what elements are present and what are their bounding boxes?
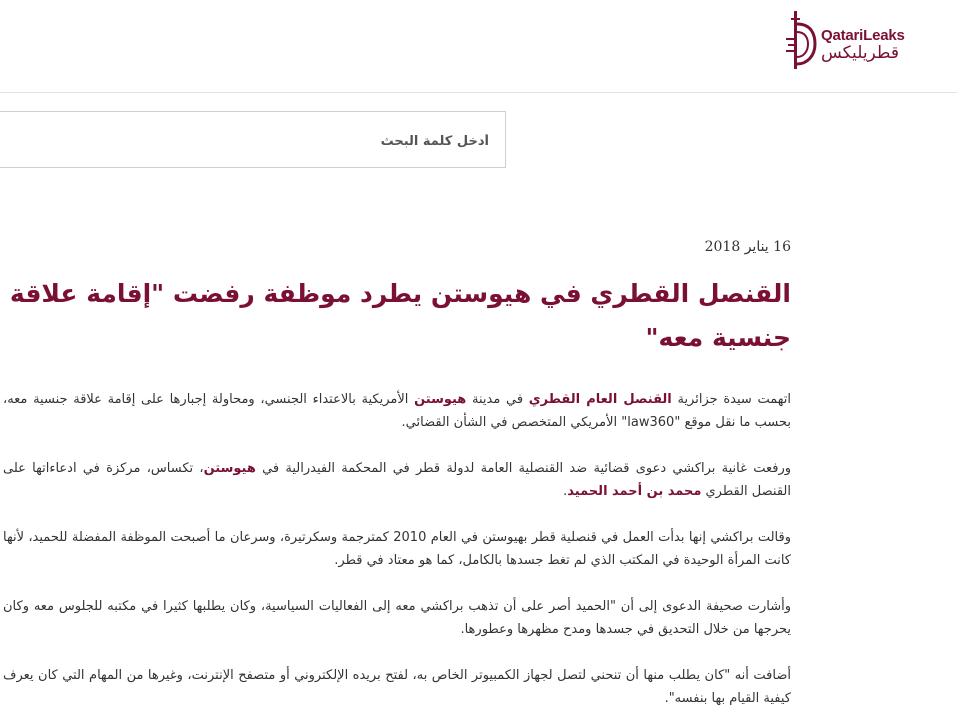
search-input[interactable] <box>17 128 491 154</box>
article <box>3 236 791 715</box>
article-paragraph: وقالت براكشي إنها بدأت العمل في قنصلية قطر بهيوستن في العام 2010 كمترجمة وسكرتيرة، وسرعان ما أصبحت الموظفة المفضلة للحميد، لأنها كانت المرأة الوحيدة في المكتب الذي لم تغط جسدها بالكامل، كما هو معتاد في قطر. <box>3 530 791 568</box>
houston-link[interactable]: هيوستن <box>203 461 256 476</box>
consul-link[interactable]: القنصل العام القطري <box>528 392 672 407</box>
site-logo[interactable] <box>779 10 939 72</box>
header-divider <box>0 92 957 93</box>
article-paragraph <box>3 457 791 503</box>
article-body <box>3 388 791 710</box>
paragraph-text: في مدينة <box>466 392 529 407</box>
paragraph-text: ورفعت غانية براكشي دعوى قضائية ضد القنصلية العامة لدولة قطر في المحكمة الفيدرالية في <box>255 461 792 476</box>
article-date: 16 يناير 2018 <box>704 239 791 255</box>
qatarileaks-logo-icon <box>779 10 819 72</box>
paragraph-text: الأمريكية بالاعتداء الجنسي، ومحاولة إجبارها على إقامة علاقة جنسية معه، بحسب ما نقل موقع "law360" الأمريكي المتخصص في الشأن القضائي. <box>3 392 791 430</box>
paragraph-text: ، تكساس، مركزة في ادعاءاتها على القنصل القطري <box>3 461 791 499</box>
article-paragraph <box>3 388 791 434</box>
article-title: القنصل القطري في هيوستن يطرد موظفة رفضت "إقامة علاقة جنسية معه" <box>9 279 791 352</box>
logo-text-en: QatariLeaks <box>821 27 905 44</box>
paragraph-text: اتهمت سيدة جزائرية <box>671 392 791 407</box>
consul-name-link[interactable]: محمد بن أحمد الحميد <box>567 484 702 499</box>
houston-link[interactable]: هيوستن <box>414 392 467 407</box>
paragraph-text: . <box>563 484 568 499</box>
logo-text-ar: قطريليكس <box>821 43 900 63</box>
article-paragraph: أضافت أنه "كان يطلب منها أن تنحني لتصل لجهاز الكمبيوتر الخاص به، لفتح بريده الإلكتروني أو متصفح الإنترنت، وغيرها من المهام التي كان يعرف كيفية القيام بها بنفسه". <box>3 668 791 706</box>
search-box <box>0 111 506 168</box>
article-paragraph: وأشارت صحيفة الدعوى إلى أن "الحميد أصر على أن تذهب براكشي معه إلى الفعاليات السياسية، وكان يطلبها كثيرا في مكتبه للجلوس معه وكان يحرجها من خلال التحديق في جسدها ومدح مظهرها وعطورها. <box>3 599 791 637</box>
